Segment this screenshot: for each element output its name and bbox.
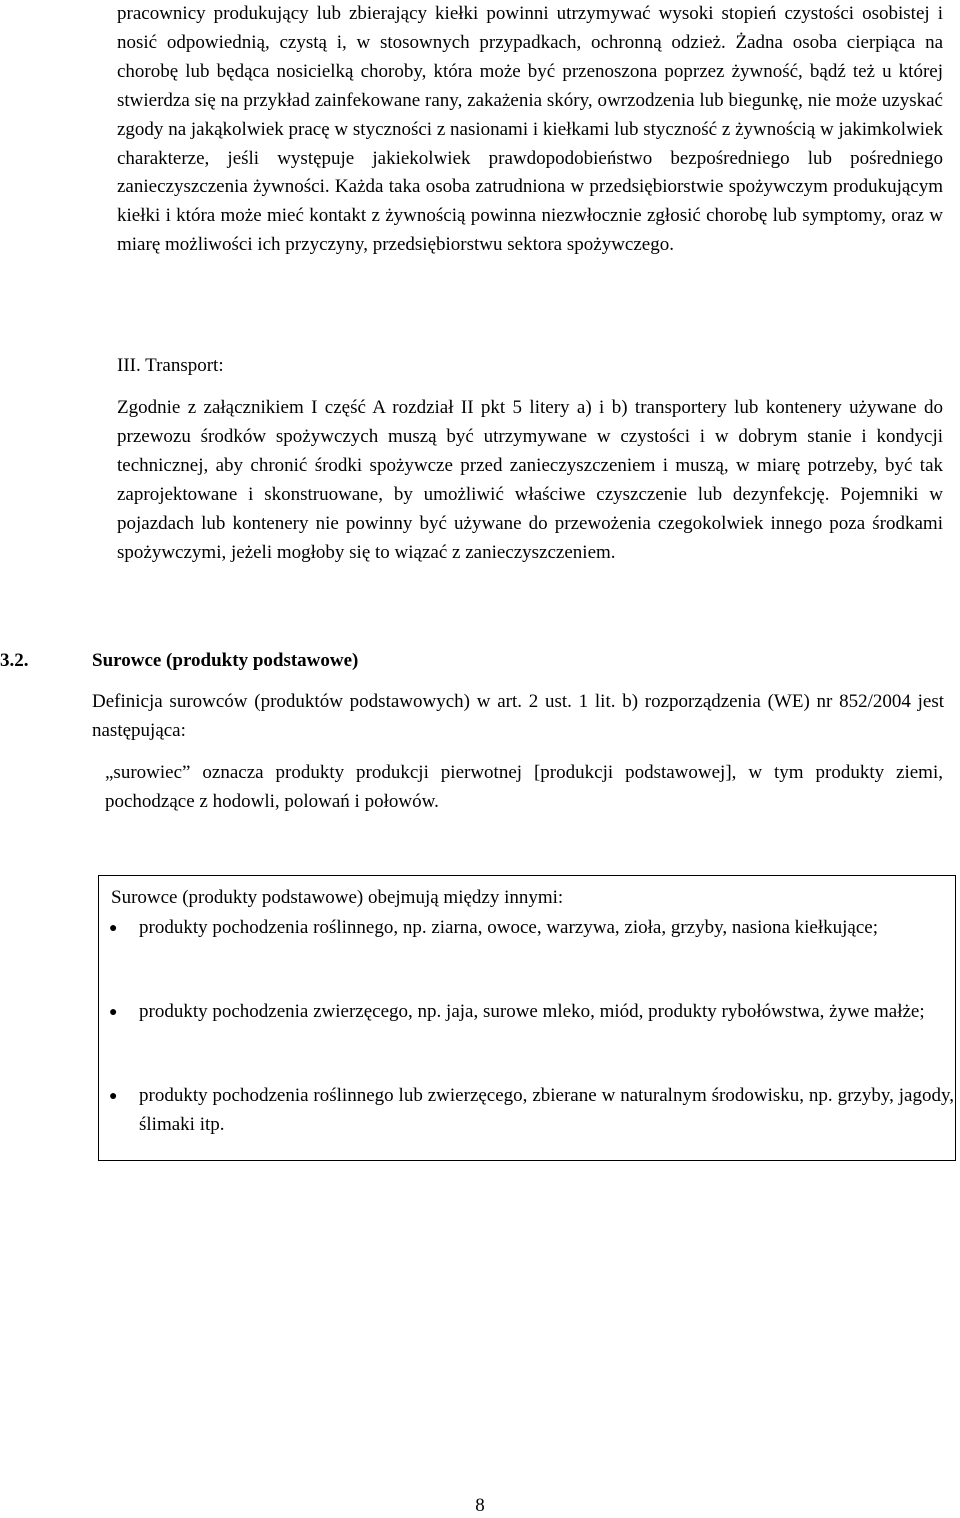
bullet-icon: ● bbox=[109, 921, 118, 936]
transport-heading: III. Transport: bbox=[117, 355, 224, 376]
section-number: 3.2. bbox=[0, 650, 29, 671]
paragraph-hygiene: pracownicy produkujący lub zbierający kiełki powinni utrzymywać wysoki stopień czystości osobistej i nosić odpowiednią, czystą i, w stosownych przypadkach, ochronną odzież. Żadna osoba cierpiąca na chorobę lub będąca nosicielką choroby, która może być przenoszona poprzez żywność, bądź też u której stwierdza się na przykład zainfekowane rany, zakażenia skóry, owrzodzenia lub biegunkę, nie może uzyskać zgody na jakąkolwiek pracę w styczności z nasionami i kiełkami lub styczność z żywnością w jakimkolwiek charakterze, jeśli występuje jakiekolwiek prawdopodobieństwo bezpośredniego lub pośredniego zanieczyszczenia żywności. Każda taka osoba zatrudniona w przedsiębiorstwie spożywczym produkującym kiełki i która może mieć kontakt z żywnością powinna niezwłocznie zgłosić chorobę lub symptomy, oraz w miarę możliwości ich przyczyny, przedsiębiorstwu sektora spożywczego. bbox=[117, 3, 943, 256]
definition-quote: „surowiec” oznacza produkty produkcji pierwotnej [produkcji podstawowej], w tym produkty ziemi, pochodzące z hodowli, polowań i połowów. bbox=[105, 762, 943, 812]
paragraph-transport: Zgodnie z załącznikiem I część A rozdział II pkt 5 litery a) i b) transportery lub kontenery używane do przewozu środków spożywczych muszą być utrzymywane w czystości i w dobrym stanie i kondycji technicznej, aby chronić środki spożywcze przed zanieczyszczeniem i muszą, w miarę potrzeby, być tak zaprojektowane i skonstruowane, by umożliwić właściwe czyszczenie lub dezynfekcję. Pojemniki w pojazdach lub kontenery nie powinny być używane do przewożenia czegokolwiek innego poza środkami spożywczymi, jeżeli mogłoby się to wiązać z zanieczyszczeniem. bbox=[117, 397, 943, 563]
list-item-text: produkty pochodzenia roślinnego, np. ziarna, owoce, warzywa, zioła, grzyby, nasiona kiełkujące; bbox=[139, 917, 878, 938]
page-number: 8 bbox=[475, 1495, 485, 1516]
paragraph-definition: Definicja surowców (produktów podstawowych) w art. 2 ust. 1 lit. b) rozporządzenia (WE) nr 852/2004 jest następująca: bbox=[92, 691, 944, 741]
section-title: Surowce (produkty podstawowe) bbox=[92, 650, 359, 671]
list-item-text: produkty pochodzenia zwierzęcego, np. jaja, surowe mleko, miód, produkty rybołówstwa, żywe małże; bbox=[139, 1001, 925, 1022]
raw-materials-box bbox=[98, 875, 956, 1161]
bullet-icon: ● bbox=[109, 1005, 118, 1020]
list-item-text: produkty pochodzenia roślinnego lub zwierzęcego, zbierane w naturalnym środowisku, np. grzyby, jagody, ślimaki itp. bbox=[139, 1085, 954, 1135]
box-intro: Surowce (produkty podstawowe) obejmują między innymi: bbox=[111, 887, 564, 908]
bullet-icon: ● bbox=[109, 1089, 118, 1104]
